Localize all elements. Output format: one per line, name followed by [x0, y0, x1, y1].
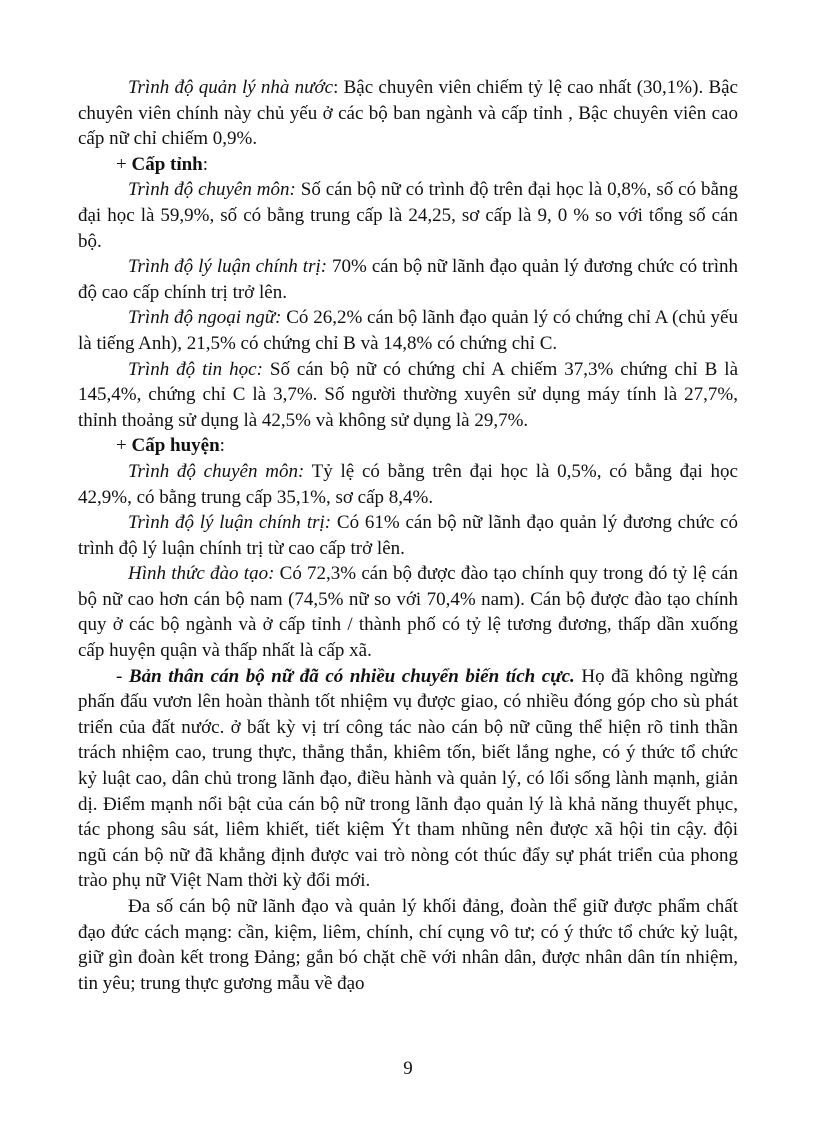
- lead-term: Trình độ lý luận chính trị:: [128, 512, 332, 534]
- heading-province-level: + Cấp tỉnh:: [116, 153, 209, 175]
- paragraph-district-politics: Trình độ lý luận chính trị: Có 61% cán bộ nữ lãnh đạo quản lý đương chức có trình độ lý luận chính trị từ cao cấp trở lên.: [78, 512, 738, 559]
- heading-district-level: + Cấp huyện:: [116, 435, 225, 457]
- lead-term: Trình độ chuyên môn:: [128, 460, 305, 482]
- section-heading: Cấp huyện: [131, 435, 220, 457]
- paragraph-province-expertise: Trình độ chuyên môn: Số cán bộ nữ có trình độ trên đại học là 0,8%, số có bằng đại học là 59,9%, số có bằng trung cấp là 24,25, sơ cấp là 9, 0 % so với tổng số cán bộ.: [78, 179, 738, 252]
- lead-term: Bản thân cán bộ nữ đã có nhiều chuyển biến tích cực.: [128, 665, 575, 687]
- section-heading: Cấp tỉnh: [131, 153, 203, 175]
- lead-term: Hình thức đào tạo:: [128, 563, 275, 585]
- lead-term: Trình độ chuyên môn:: [128, 179, 296, 201]
- paragraph-positive-change: - Bản thân cán bộ nữ đã có nhiều chuyển biến tích cực. Họ đã không ngừng phấn đấu vươn lên hoàn thành tốt nhiệm vụ được giao, có nhiều đóng góp cho sù phát triển của đất nước. ở bất kỳ vị trí công tác nào cán bộ nữ cũng thể hiện rõ tinh thần trách nhiệm cao, trung thực, thẳng thắn, khiêm tốn, biết lắng nghe, có ý thức tổ chức kỷ luật cao, dân chủ trong lãnh đạo, điều hành và quản lý, có lối sống lành mạnh, giản dị. Điểm mạnh nổi bật của cán bộ nữ trong lãnh đạo quản lý là khả năng thuyết phục, tác phong sâu sát, liêm khiết, tiết kiệm Ýt tham nhũng nên được xã hội tin cậy. đội ngũ cán bộ nữ đã khẳng định được vai trò nòng cót thúc đẩy sự phát triển của phong trào phụ nữ Việt Nam thời kỳ đổi mới.: [78, 665, 738, 892]
- paragraph-province-languages: Trình độ ngoại ngữ: Có 26,2% cán bộ lãnh đạo quản lý có chứng chỉ A (chủ yếu là tiếng Anh), 21,5% có chứng chỉ B và 14,8% có chứng chỉ C.: [78, 307, 738, 354]
- paragraph-province-it: Trình độ tin học: Số cán bộ nữ có chứng chỉ A chiếm 37,3% chứng chỉ B là 145,4%, chứng chỉ C là 3,7%. Số người thường xuyên sử dụng máy tính là 27,7%, thỉnh thoảng sử dụng là 42,5% và không sử dụng là 29,7%.: [78, 358, 739, 431]
- paragraph-training-form: Hình thức đào tạo: Có 72,3% cán bộ được đào tạo chính quy trong đó tỷ lệ cán bộ nữ cao hơn cán bộ nam (74,5% nữ so với 70,4% nam). Cán bộ được đào tạo chính quy ở các bộ ngành và ở cấp tỉnh / thành phố có tỷ lệ tương đương, thấp dần xuống cấp huyện quận và thấp nhất là cấp xã.: [78, 563, 738, 662]
- document-body: [78, 75, 738, 996]
- paragraph-ethics: Đa số cán bộ nữ lãnh đạo và quản lý khối đảng, đoàn thể giữ được phẩm chất đạo đức cách mạng: cần, kiệm, liêm, chính, chí cụng vô tư; có ý thức tổ chức kỷ luật, giữ gìn đoàn kết trong Đảng; gắn bó chặt chẽ với nhân dân, được nhân dân tín nhiệm, tin yêu; trung thực gương mẫu về đạo: [78, 896, 738, 994]
- lead-term: Trình độ ngoại ngữ:: [128, 307, 282, 329]
- page-number: 9: [403, 1058, 413, 1079]
- paragraph-state-management: Trình độ quản lý nhà nước: Bậc chuyên viên chiếm tỷ lệ cao nhất (30,1%). Bậc chuyên viên chính này chủ yếu ở các bộ ban ngành và cấp tỉnh , Bậc chuyên viên cao cấp nữ chỉ chiếm 0,9%.: [78, 77, 738, 150]
- paragraph-district-expertise: Trình độ chuyên môn: Tỷ lệ có bằng trên đại học là 0,5%, có bằng đại học 42,9%, có bằng trung cấp 35,1%, sơ cấp 8,4%.: [78, 460, 738, 508]
- lead-term: Trình độ tin học:: [128, 358, 263, 380]
- lead-term: Trình độ lý luận chính trị:: [128, 256, 328, 278]
- lead-term: Trình độ quản lý nhà nước: [128, 77, 334, 98]
- paragraph-province-politics: Trình độ lý luận chính trị: 70% cán bộ nữ lãnh đạo quản lý đương chức có trình độ cao cấp chính trị trở lên.: [78, 256, 738, 303]
